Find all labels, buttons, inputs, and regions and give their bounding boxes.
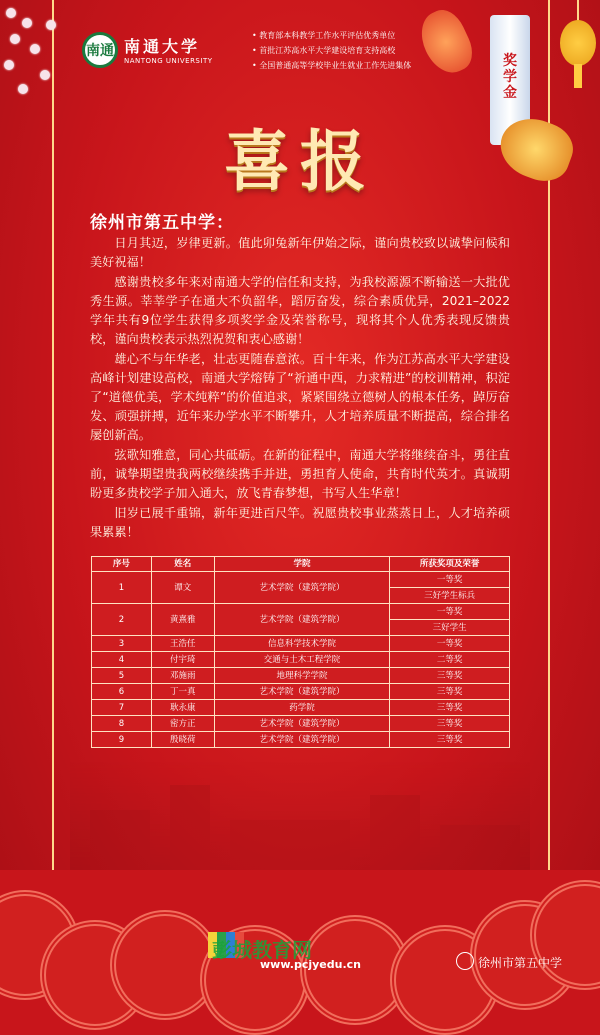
cell-college: 交通与土木工程学院 (214, 652, 390, 668)
cell-name: 丁一真 (151, 684, 214, 700)
cell-college: 艺术学院（建筑学院） (214, 604, 390, 636)
cell-college: 艺术学院（建筑学院） (214, 572, 390, 604)
column-header: 所获奖项及荣誉 (390, 557, 510, 572)
wechat-account-label: 徐州市第五中学 (478, 956, 563, 970)
table-row (92, 636, 510, 652)
table-header-row (92, 557, 510, 572)
university-english-name: NANTONG UNIVERSITY (124, 57, 213, 65)
cell-college: 信息科学技术学院 (214, 636, 390, 652)
honor-item: • 全国普通高等学校毕业生就业工作先进集体 (252, 58, 411, 73)
cell-award: 一等奖 (390, 572, 510, 588)
cell-name: 付宇琦 (151, 652, 214, 668)
cell-award: 二等奖 (390, 652, 510, 668)
table-row (92, 716, 510, 732)
cell-name: 密方正 (151, 716, 214, 732)
cell-no: 4 (92, 652, 152, 668)
cell-college: 艺术学院（建筑学院） (214, 732, 390, 748)
paragraph: 弦歌知雅意，同心共砥砺。在新的征程中，南通大学将继续奋斗，勇往直前，诚挚期望贵我两校继续携手并进，勇担育人使命，共育时代英才。真诚期盼更多贵校学子加入通大，放飞青春梦想，书写人生华章！ (90, 448, 510, 500)
column-header: 学院 (214, 557, 390, 572)
table-row (92, 732, 510, 748)
cell-award: 三等奖 (390, 684, 510, 700)
cell-award: 三等奖 (390, 716, 510, 732)
lantern-icon (560, 0, 596, 90)
paragraph: 旧岁已展千重锦，新年更进百尺竿。祝愿贵校事业蒸蒸日上，人才培养硕果累累！ (90, 506, 510, 539)
watermark-url: www.pcjyedu.cn (260, 958, 361, 971)
scroll-text: 奖学金 (503, 53, 517, 101)
cell-award: 三好学生 (390, 620, 510, 636)
cell-no: 5 (92, 668, 152, 684)
honor-item: • 教育部本科教学工作水平评估优秀单位 (252, 28, 411, 43)
recipient: 徐州市第五中学： (90, 213, 234, 233)
cell-name: 邓施雨 (151, 668, 214, 684)
cell-college: 药学院 (214, 700, 390, 716)
cell-award: 一等奖 (390, 636, 510, 652)
cell-name: 黄熹雅 (151, 604, 214, 636)
cell-award: 三等奖 (390, 668, 510, 684)
table-row (92, 668, 510, 684)
cell-name: 耿永康 (151, 700, 214, 716)
logo-text: 南通 (86, 43, 114, 59)
table-row (92, 684, 510, 700)
headline: 喜报 (224, 122, 376, 200)
cell-award: 三好学生标兵 (390, 588, 510, 604)
watermark-site-name: 彭城教育网 (212, 938, 312, 962)
cell-no: 2 (92, 604, 152, 636)
wechat-account-name (458, 954, 562, 971)
table-row (92, 652, 510, 668)
paragraph: 感谢贵校多年来对南通大学的信任和支持，为我校源源不断输送一大批优秀生源。莘莘学子在通大不负韶华，蹈厉奋发，综合素质优异，2021–2022学年共有9位学生获得多项奖学金及荣誉称号，现将其个人优秀表现反馈贵校，谨向贵校表示热烈祝贺和衷心感谢！ (90, 275, 510, 346)
university-logo (82, 32, 118, 68)
paragraph: 雄心不与年华老，壮志更随春意浓。百十年来，作为江苏高水平大学建设高峰计划建设高校，南通大学熔铸了“祈通中西，力求精进”的校训精神，积淀了“道德优美，学术纯粹”的价值追求，紧紧围绕立德树人的根本任务，踔厉奋发、顽强拼搏，近年来办学水平不断攀升，人才培养质量不断提高，综合排名屡创新高。 (90, 352, 510, 442)
cell-no: 1 (92, 572, 152, 604)
campus-skyline-decoration (70, 760, 530, 880)
cell-no: 3 (92, 636, 152, 652)
honor-item: • 首批江苏高水平大学建设培育支持高校 (252, 43, 411, 58)
cell-no: 8 (92, 716, 152, 732)
awards-table (91, 556, 510, 748)
cell-college: 艺术学院（建筑学院） (214, 716, 390, 732)
cell-no: 7 (92, 700, 152, 716)
letter-body (90, 234, 510, 543)
column-header: 序号 (92, 557, 152, 572)
paragraph: 日月其迈，岁律更新。值此卯兔新年伊始之际，谨向贵校致以诚挚问候和美好祝福！ (90, 236, 510, 269)
plum-blossom-decoration (0, 0, 70, 110)
university-name: 南通大学 (124, 37, 201, 56)
cell-award: 一等奖 (390, 604, 510, 620)
table-row (92, 700, 510, 716)
cell-award: 三等奖 (390, 700, 510, 716)
honors-list (252, 28, 411, 73)
cell-no: 9 (92, 732, 152, 748)
table-row (92, 604, 510, 620)
cell-college: 地理科学学院 (214, 668, 390, 684)
cell-college: 艺术学院（建筑学院） (214, 684, 390, 700)
cell-name: 谭文 (151, 572, 214, 604)
cell-name: 殷晓荷 (151, 732, 214, 748)
table-row (92, 572, 510, 588)
cell-name: 王浩任 (151, 636, 214, 652)
cell-award: 三等奖 (390, 732, 510, 748)
cell-no: 6 (92, 684, 152, 700)
column-header: 姓名 (151, 557, 214, 572)
